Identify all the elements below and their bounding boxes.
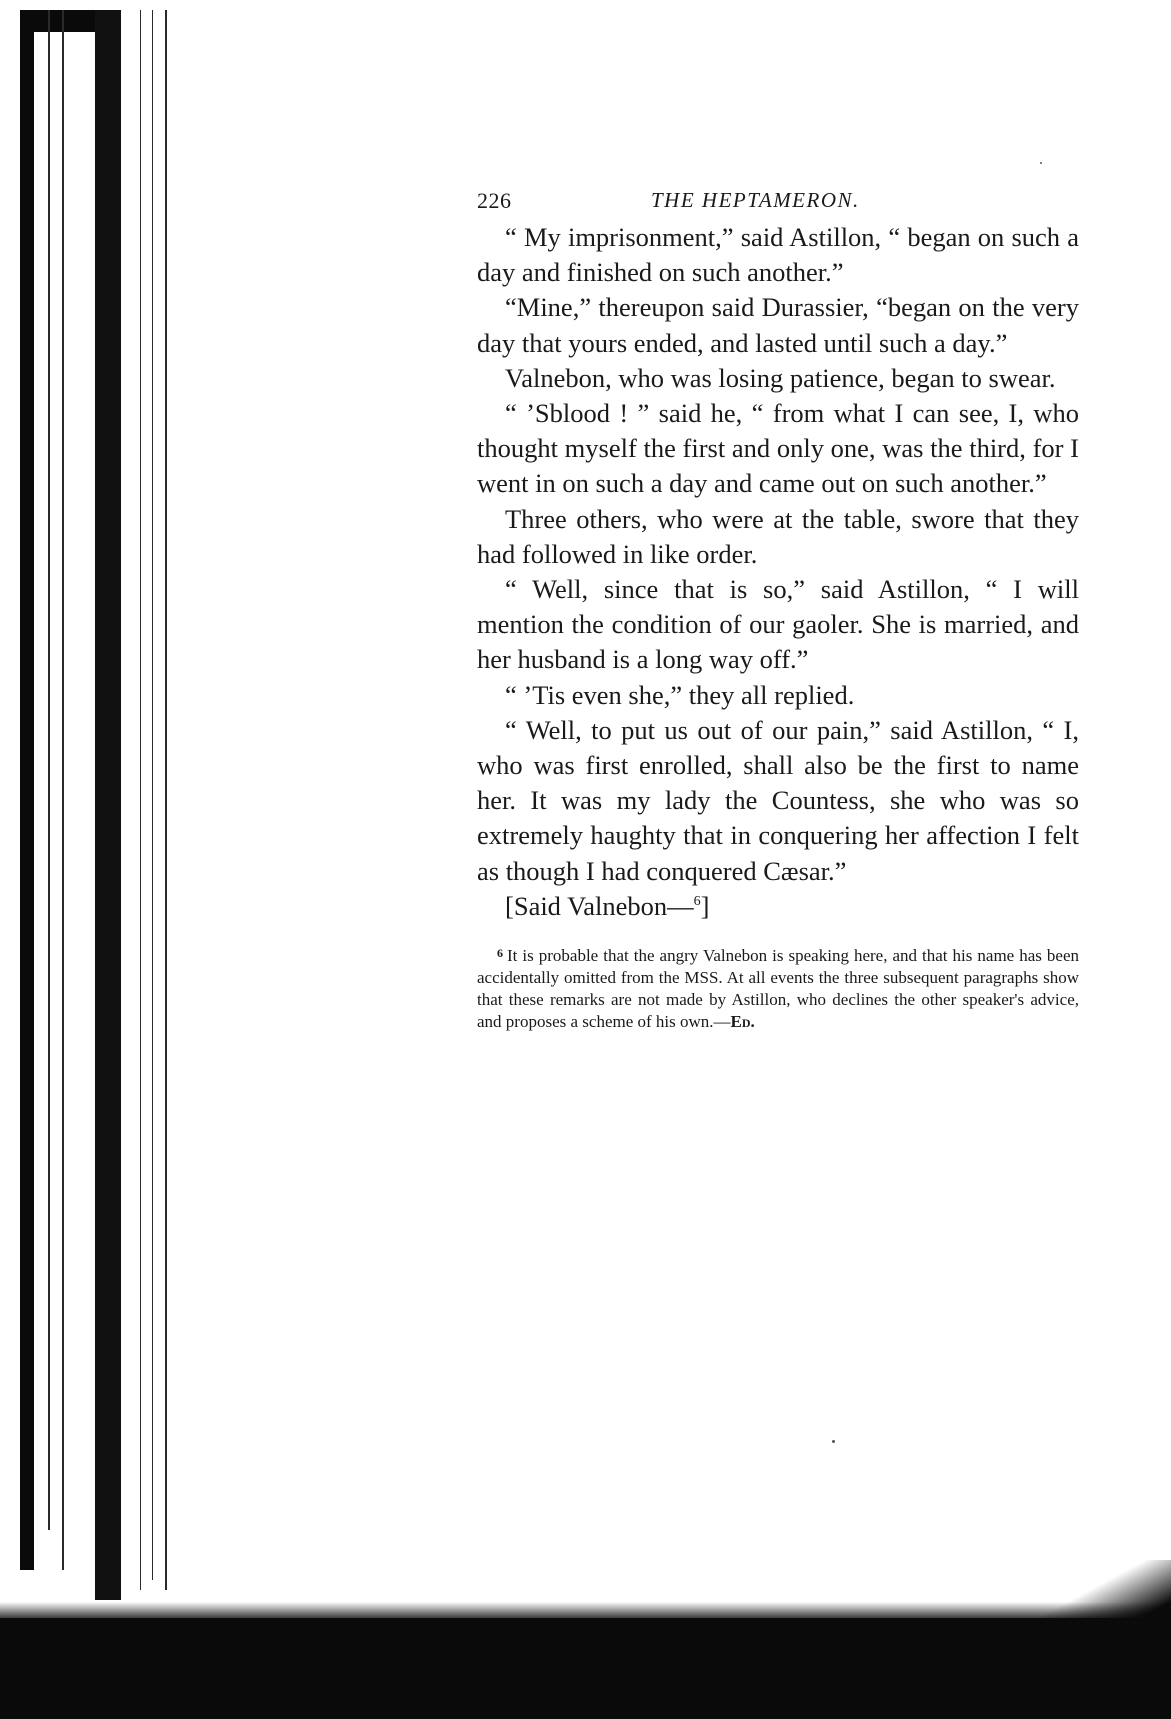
closing-bracket: ] — [700, 890, 710, 921]
footnote — [477, 942, 1079, 1033]
paragraph: “ My imprisonment,” said Astillon, “ began on such a day and finished on such another.” — [477, 222, 1079, 288]
paragraph: “Mine,” thereupon said Durassier, “began on the very day that yours ended, and lasted until such a day.” — [477, 292, 1079, 358]
footnote-mark: 6 — [497, 946, 503, 961]
paragraph: “ Well, since that is so,” said Astillon, “ I will mention the condition of our gaoler. She is married, and her husband is a long way off.” — [477, 574, 1079, 675]
bracketed-speaker-line — [477, 889, 1079, 924]
book-page — [477, 180, 1079, 1033]
binding-gutter-shadow — [0, 0, 180, 1640]
gutter-line — [62, 10, 64, 1570]
paragraph: “ ’Tis even she,” they all replied. — [505, 679, 855, 710]
paragraph: Three others, who were at the table, swore that they had followed in like order. — [477, 503, 1079, 569]
gutter-line — [152, 10, 153, 1580]
gutter-line — [48, 10, 50, 1530]
footnote-text: It is probable that the angry Valnebon is speaking here, and that his name has been accidentally omitted from the MSS. At all events the three subsequent paragraphs show that these remarks are not made by Astillon, who declines the other speaker's advice, and proposes a scheme of his own.— — [477, 946, 1079, 1032]
editor-signature: Ed. — [730, 1012, 755, 1032]
running-head — [477, 180, 1079, 220]
gutter-bar — [20, 10, 34, 1570]
paragraph: “ Well, to put us out of our pain,” said Astillon, “ I, who was first enrolled, shall also be the first to name her. It was my lady the Countess, she who was so extremely haughty that in conquering her affection I felt as though I had conquered Cæsar.” — [477, 714, 1079, 886]
gutter-line — [140, 10, 141, 1590]
scan-speck — [1040, 162, 1042, 164]
scan-speck — [832, 1440, 835, 1443]
footnote-reference[interactable]: 6 — [693, 894, 701, 910]
gutter-line — [165, 10, 167, 1590]
paragraph: “ ’Sblood ! ” said he, “ from what I can see, I, who thought myself the first and only one, was the third, for I went in on such a day and came out on such another.” — [477, 398, 1079, 499]
paragraph: Valnebon, who was losing patience, began to swear. — [505, 362, 1056, 393]
bottom-scan-edge — [0, 1618, 1171, 1719]
bottom-scan-fade — [0, 1602, 1171, 1622]
bracketed-speaker-text: [Said Valnebon— — [505, 890, 694, 921]
gutter-bar-inner — [95, 10, 121, 1600]
running-title: THE HEPTAMERON. — [651, 188, 860, 212]
body-text — [477, 220, 1079, 924]
page-number: 226 — [477, 188, 512, 213]
